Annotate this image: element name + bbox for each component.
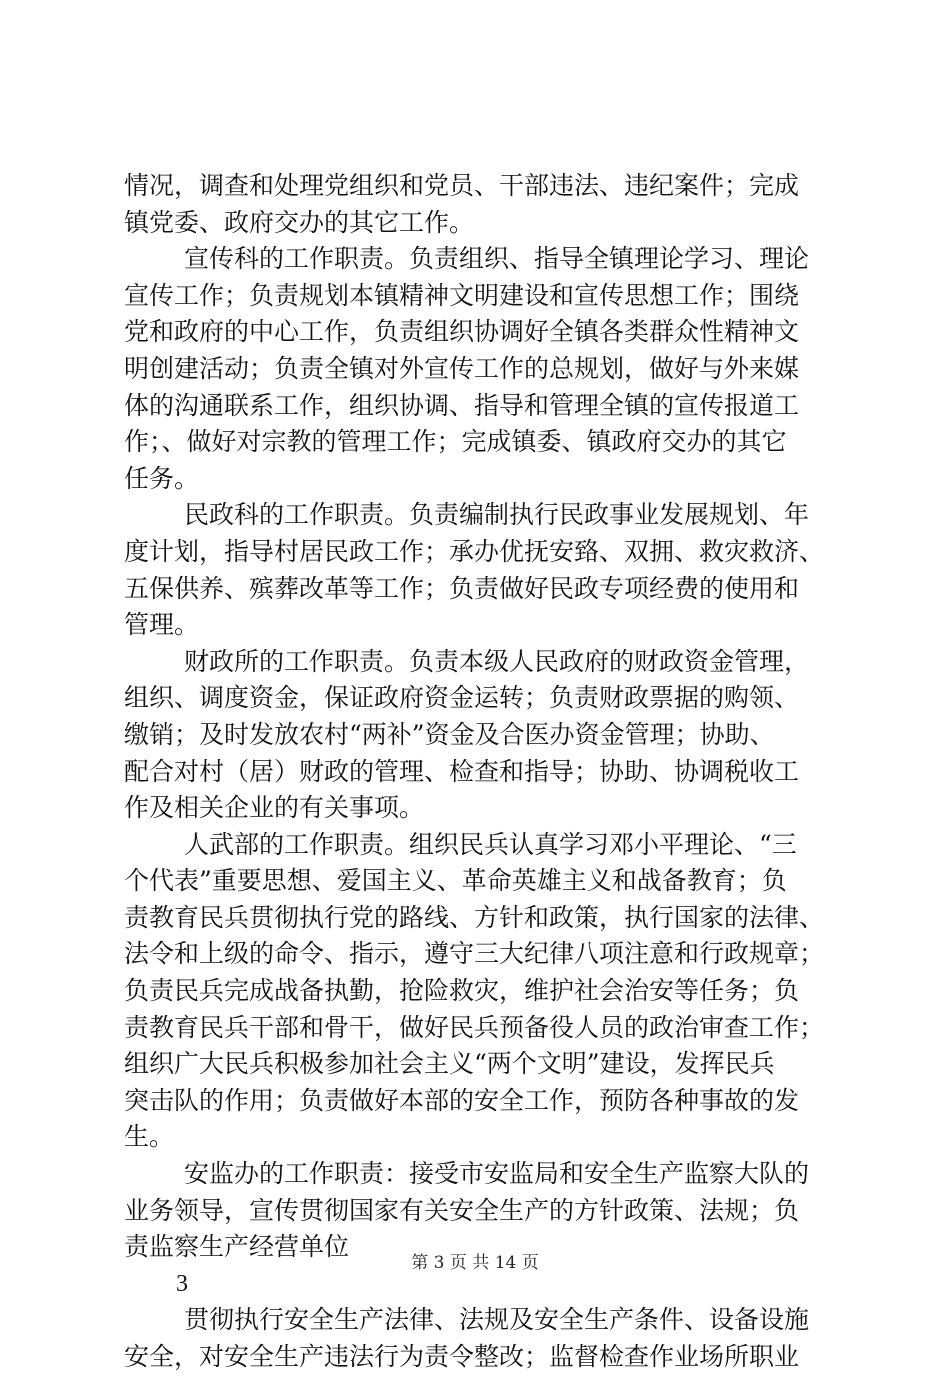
text-line: 配合对村（居）财政的管理、检查和指导；协助、协调税收工 [124, 756, 800, 786]
text-line: 人武部的工作职责。组织民兵认真学习邓小平理论、“三 [184, 829, 797, 859]
text-line: 度计划，指导村居民政工作；承办优抚安臵、双拥、救灾救济、 [124, 536, 825, 566]
text-line: 突击队的作用；负责做好本部的安全工作，预防各种事故的发 [124, 1085, 800, 1115]
text-line: 财政所的工作职责。负责本级人民政府的财政资金管理， [184, 646, 810, 676]
text-line: 党和政府的中心工作，负责组织协调好全镇各类群众性精神文 [124, 317, 800, 347]
text-line: 负责民兵完成战备执勤，抢险救灾，维护社会治安等任务；负 [124, 976, 800, 1006]
text-line: 五保供养、殡葬改革等工作；负责做好民政专项经费的使用和 [124, 573, 800, 603]
text-line: 组织、调度资金，保证政府资金运转；负责财政票据的购领、 [124, 683, 800, 713]
text-line: 作；、做好对宗教的管理工作；完成镇委、镇政府交办的其它 [124, 427, 787, 457]
text-line: 责教育民兵干部和骨干，做好民兵预备役人员的政治审查工作； [124, 1012, 825, 1042]
text-line: 宣传科的工作职责。负责组织、指导全镇理论学习、理论 [184, 244, 810, 274]
text-line: 任务。 [124, 463, 200, 493]
text-line: 法令和上级的命令、指示，遵守三大纪律八项注意和行政规章； [124, 939, 825, 969]
text-line: 贯彻执行安全生产法律、法规及安全生产条件、设备设施 [184, 1305, 810, 1335]
text-line: 管理。 [124, 610, 200, 640]
text-line: 宣传工作；负责规划本镇精神文明建设和宣传思想工作；围绕 [124, 280, 800, 310]
text-line: 安监办的工作职责：接受市安监局和安全生产监察大队的 [184, 1159, 810, 1189]
text-line: 生。 [124, 1122, 175, 1152]
text-line: 明创建活动；负责全镇对外宣传工作的总规划，做好与外来媒 [124, 353, 800, 383]
inline-page-number: 3 [176, 1270, 188, 1297]
text-line: 体的沟通联系工作，组织协调、指导和管理全镇的宣传报道工 [124, 390, 800, 420]
page-footer: 第 3 页 共 14 页 [411, 1253, 539, 1273]
text-line: 作及相关企业的有关事项。 [124, 793, 425, 823]
text-line: 缴销；及时发放农村“两补”资金及合医办资金管理；协助、 [124, 719, 775, 749]
text-line: 情况，调查和处理党组织和党员、干部违法、违纪案件；完成 [124, 171, 800, 200]
text-line: 个代表”重要思想、爱国主义、革命英雄主义和战备教育；负 [124, 866, 787, 896]
text-line: 责监察生产经营单位 [124, 1232, 350, 1262]
text-line: 组织广大民兵积极参加社会主义“两个文明”建设，发挥民兵 [124, 1049, 775, 1079]
text-line: 责教育民兵贯彻执行党的路线、方针和政策，执行国家的法律、 [124, 902, 825, 932]
text-line: 镇党委、政府交办的其它工作。 [124, 207, 475, 237]
text-line: 安全，对安全生产违法行为责令整改；监督检查作业场所职业 [124, 1342, 800, 1371]
text-line: 业务领导，宣传贯彻国家有关安全生产的方针政策、法规；负 [124, 1195, 800, 1225]
document-body [124, 168, 834, 1376]
text-line: 民政科的工作职责。负责编制执行民政事业发展规划、年 [184, 500, 810, 530]
